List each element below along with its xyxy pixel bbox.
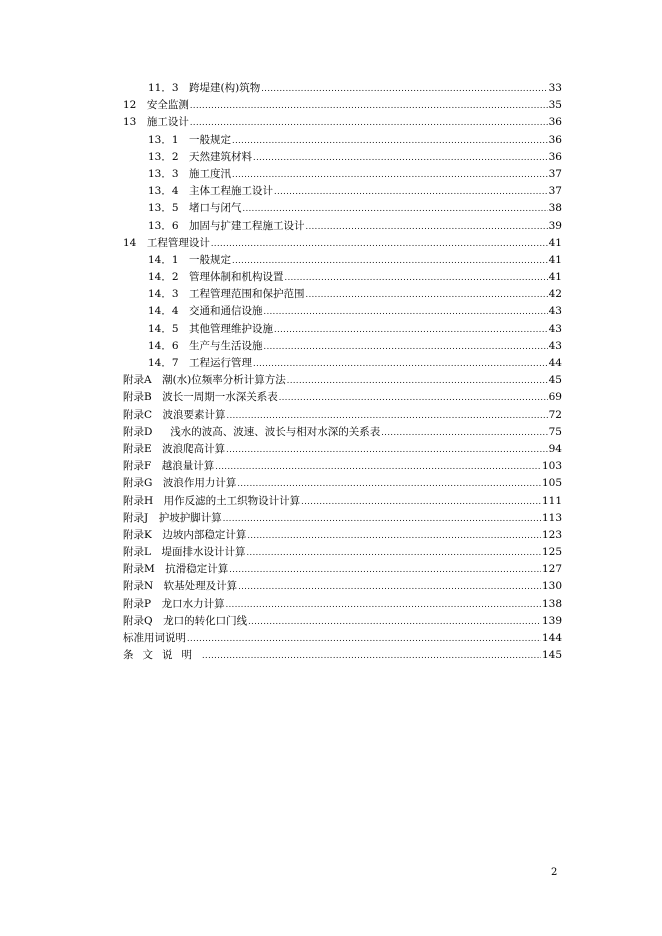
table-of-contents <box>123 80 562 664</box>
toc-entry[interactable] <box>123 269 562 286</box>
toc-dot-leader <box>301 493 541 510</box>
toc-entry-page: 33 <box>548 82 562 94</box>
toc-entry[interactable] <box>123 596 562 613</box>
toc-dot-leader <box>227 407 548 424</box>
toc-entry-label: 14．6 生产与生活设施 <box>148 339 263 352</box>
toc-entry[interactable] <box>123 149 562 166</box>
toc-entry-label: 13．4 主体工程施工设计 <box>148 185 274 198</box>
toc-entry-label: 14．5 其他管理维护设施 <box>148 322 274 335</box>
toc-dot-leader <box>190 114 548 131</box>
toc-dot-leader <box>253 355 548 372</box>
toc-entry[interactable] <box>123 424 562 441</box>
toc-entry-page: 125 <box>541 546 562 559</box>
toc-dot-leader <box>287 372 548 389</box>
toc-entry-page: 138 <box>541 597 562 610</box>
toc-entry[interactable] <box>123 389 562 406</box>
toc-dot-leader <box>248 613 541 630</box>
toc-entry-page: 127 <box>541 563 562 576</box>
toc-dot-leader <box>187 630 541 647</box>
toc-entry-page: 36 <box>548 133 562 146</box>
toc-entry-label: 附录G 波浪作用力计算 <box>123 477 237 490</box>
toc-entry[interactable] <box>123 527 562 544</box>
toc-entry[interactable] <box>123 166 562 183</box>
toc-entry[interactable] <box>123 80 562 97</box>
toc-entry[interactable] <box>123 647 562 664</box>
toc-entry[interactable] <box>123 475 562 492</box>
toc-entry-label: 13．3 施工度汛 <box>148 167 232 180</box>
toc-entry-page: 139 <box>541 614 562 627</box>
toc-entry-label: 附录D 浅水的波高、波速、波长与相对水深的关系表 <box>123 425 381 438</box>
toc-entry-page: 41 <box>548 271 562 284</box>
toc-entry[interactable] <box>123 355 562 372</box>
toc-entry[interactable] <box>123 544 562 561</box>
toc-entry-label: 附录E 波浪爬高计算 <box>123 442 226 455</box>
toc-dot-leader <box>238 578 541 595</box>
toc-entry-page: 43 <box>548 339 562 352</box>
toc-dot-leader <box>381 424 547 441</box>
toc-entry-label: 附录F 越浪量计算 <box>123 460 215 473</box>
toc-dot-leader <box>226 441 547 458</box>
toc-entry-label: 11．3 跨堤建(构)筑物 <box>148 82 261 94</box>
toc-entry-page: 45 <box>548 374 562 387</box>
toc-entry-page: 43 <box>548 305 562 318</box>
toc-entry[interactable] <box>123 252 562 269</box>
toc-dot-leader <box>237 475 541 492</box>
toc-dot-leader <box>223 510 541 527</box>
toc-entry-label: 14．2 管理体制和机构设置 <box>148 271 284 284</box>
toc-entry[interactable] <box>123 407 562 424</box>
toc-entry[interactable] <box>123 114 562 131</box>
toc-entry[interactable] <box>123 183 562 200</box>
toc-entry[interactable] <box>123 97 562 114</box>
toc-entry-label: 13．6 加固与扩建工程施工设计 <box>148 219 305 232</box>
toc-dot-leader <box>229 561 541 578</box>
toc-entry-page: 37 <box>548 167 562 180</box>
toc-entry[interactable] <box>123 630 562 647</box>
toc-entry-page: 37 <box>548 185 562 198</box>
toc-entry-page: 35 <box>548 99 562 112</box>
toc-entry[interactable] <box>123 132 562 149</box>
toc-entry-label: 附录C 波浪要素计算 <box>123 408 226 421</box>
toc-entry-label: 附录Q 龙口的转化口门线 <box>123 614 248 627</box>
page-number: 2 <box>551 867 558 878</box>
toc-entry-page: 103 <box>541 460 562 473</box>
toc-entry[interactable] <box>123 303 562 320</box>
toc-entry-label: 13．2 天然建筑材料 <box>148 150 253 163</box>
toc-dot-leader <box>285 269 548 286</box>
toc-entry-page: 38 <box>548 202 562 215</box>
toc-entry-label: 标准用词说明 <box>123 632 186 644</box>
toc-entry-label: 13．5 堵口与闭气 <box>148 202 242 215</box>
toc-entry-label: 附录B 波长一周期一水深关系表 <box>123 391 278 404</box>
toc-dot-leader <box>246 544 540 561</box>
toc-entry-label: 附录P 龙口水力计算 <box>123 597 225 610</box>
toc-entry[interactable] <box>123 458 562 475</box>
toc-entry-page: 72 <box>548 408 562 421</box>
toc-dot-leader <box>215 458 541 475</box>
toc-entry-label: 13．1 一般规定 <box>148 133 232 146</box>
toc-entry-label: 附录K 边坡内部稳定计算 <box>123 528 247 541</box>
toc-entry[interactable] <box>123 286 562 303</box>
toc-entry[interactable] <box>123 372 562 389</box>
toc-dot-leader <box>202 647 541 664</box>
toc-entry-label: 附录M 抗滑稳定计算 <box>123 563 229 576</box>
toc-entry-page: 36 <box>548 150 562 163</box>
toc-entry-page: 113 <box>541 511 562 524</box>
toc-entry[interactable] <box>123 493 562 510</box>
toc-entry[interactable] <box>123 235 562 252</box>
toc-entry[interactable] <box>123 613 562 630</box>
toc-entry-label: 13 施工设计 <box>123 116 189 129</box>
toc-entry-label: 附录J 护坡护脚计算 <box>123 511 222 524</box>
toc-entry-label: 14．7 工程运行管理 <box>148 357 253 369</box>
toc-dot-leader <box>274 321 548 338</box>
toc-entry-page: 39 <box>548 219 562 232</box>
toc-entry-page: 41 <box>548 253 562 266</box>
toc-entry-page: 43 <box>548 322 562 335</box>
toc-entry[interactable] <box>123 578 562 595</box>
toc-entry-page: 41 <box>548 236 562 249</box>
toc-entry[interactable] <box>123 200 562 217</box>
toc-dot-leader <box>190 97 548 114</box>
toc-dot-leader <box>232 166 548 183</box>
toc-entry-label: 附录L 堤面排水设计计算 <box>123 546 246 559</box>
toc-entry[interactable] <box>123 338 562 355</box>
toc-dot-leader <box>261 80 547 97</box>
toc-entry-page: 69 <box>548 391 562 404</box>
toc-entry-page: 123 <box>541 528 562 541</box>
toc-entry-page: 111 <box>541 494 562 507</box>
toc-entry-label: 14．1 一般规定 <box>148 253 232 266</box>
toc-entry-page: 144 <box>541 632 562 644</box>
toc-entry-page: 36 <box>548 116 562 129</box>
toc-dot-leader <box>264 338 548 355</box>
toc-dot-leader <box>274 183 548 200</box>
toc-entry-label: 附录H 用作反滤的土工织物设计计算 <box>123 494 301 507</box>
toc-dot-leader <box>232 252 548 269</box>
toc-entry-label: 12 安全监测 <box>123 99 189 112</box>
toc-entry-label: 附录A 潮(水)位频率分析计算方法 <box>123 374 286 387</box>
toc-entry-label: 条文说明 <box>123 649 201 662</box>
toc-dot-leader <box>264 303 548 320</box>
toc-entry-page: 130 <box>541 580 562 593</box>
toc-entry-page: 75 <box>548 425 562 438</box>
toc-entry-page: 44 <box>548 357 562 369</box>
toc-entry[interactable] <box>123 510 562 527</box>
toc-entry[interactable] <box>123 321 562 338</box>
toc-entry-label: 14．4 交通和通信设施 <box>148 305 263 318</box>
toc-entry-page: 42 <box>548 288 562 301</box>
toc-entry[interactable] <box>123 218 562 235</box>
toc-dot-leader <box>211 235 548 252</box>
toc-entry-page: 94 <box>548 442 562 455</box>
toc-dot-leader <box>243 200 548 217</box>
toc-entry-page: 105 <box>541 477 562 490</box>
toc-dot-leader <box>253 149 548 166</box>
toc-dot-leader <box>306 286 548 303</box>
toc-entry[interactable] <box>123 441 562 458</box>
toc-entry[interactable] <box>123 561 562 578</box>
toc-dot-leader <box>232 132 548 149</box>
toc-entry-page: 145 <box>541 649 562 662</box>
toc-entry-label: 14 工程管理设计 <box>123 236 210 249</box>
toc-dot-leader <box>279 389 548 406</box>
toc-dot-leader <box>306 218 548 235</box>
toc-entry-label: 14．3 工程管理范围和保护范围 <box>148 288 305 301</box>
toc-dot-leader <box>226 596 541 613</box>
toc-dot-leader <box>247 527 541 544</box>
toc-entry-label: 附录N 软基处理及计算 <box>123 580 238 593</box>
